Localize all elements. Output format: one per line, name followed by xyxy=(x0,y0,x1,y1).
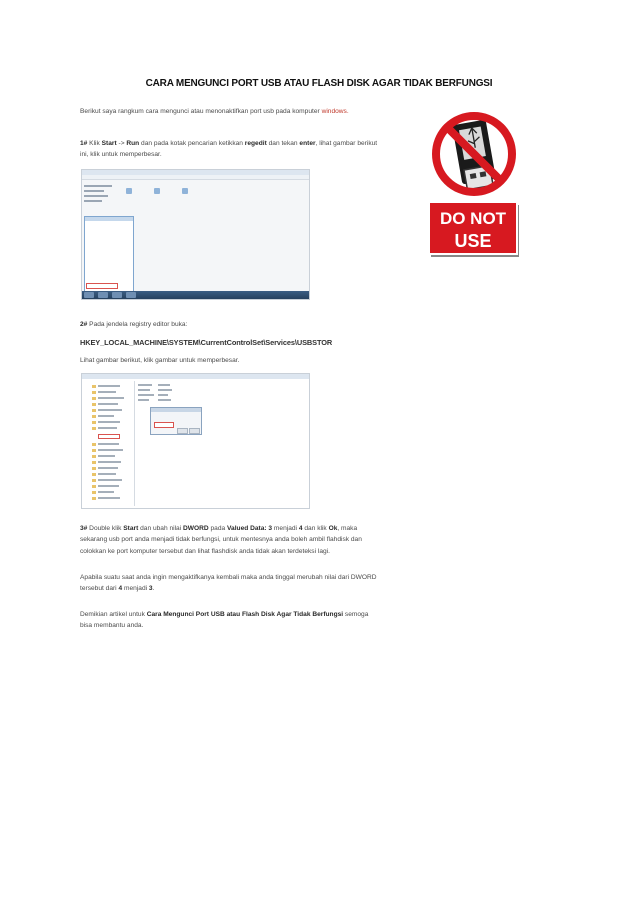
valued-data-keyword: Valued Data: 3 xyxy=(227,525,273,532)
cancel-button xyxy=(189,428,200,434)
value-four: 4 xyxy=(298,525,303,532)
step-1-text: dan tekan xyxy=(266,140,300,147)
closing-text: Demikian artikel untuk xyxy=(80,611,147,618)
page-title: CARA MENGUNCI PORT USB ATAU FLASH DISK AGAR TIDAK BERFUNGSI xyxy=(145,78,493,89)
see-image-note: Lihat gambar berikut, klik gambar untuk memperbesar. xyxy=(80,357,240,364)
start-keyword: Start xyxy=(101,140,117,147)
taskbar-app-icon xyxy=(126,292,136,298)
intro-paragraph xyxy=(80,106,378,117)
closing-text: semoga bisa membantu anda. xyxy=(80,611,369,630)
start-keyword: Start xyxy=(123,525,139,532)
step-3-text: pada xyxy=(208,525,228,532)
registry-tree xyxy=(84,381,135,506)
closing-paragraph xyxy=(80,609,378,632)
step-3-text: menjadi xyxy=(272,525,299,532)
taskbar xyxy=(82,291,309,299)
step-1-text: , lihat gambar berikut ini, klik untuk memperbesar. xyxy=(80,140,378,159)
step-3-paragraph xyxy=(80,523,378,557)
folder-icon xyxy=(182,188,188,194)
registry-editor-screenshot[interactable] xyxy=(81,373,310,509)
edit-dword-dialog xyxy=(150,407,202,435)
taskbar-app-icon xyxy=(112,292,122,298)
step-3-text: dan klik xyxy=(302,525,329,532)
value-data-field xyxy=(154,422,174,428)
start-orb-icon xyxy=(84,292,94,298)
step-3-text: dan ubah nilai xyxy=(138,525,184,532)
step-3-number: 3# xyxy=(80,525,88,532)
closing-bold-title: Cara Mengunci Port USB atau Flash Disk Agar Tidak Berfungsi xyxy=(146,611,344,618)
step-3-text: Double klik xyxy=(87,525,124,532)
step-2-number: 2# xyxy=(80,321,88,328)
enter-keyword: enter xyxy=(299,140,316,147)
value-four: 4 xyxy=(118,585,123,593)
step-1-paragraph xyxy=(80,138,378,161)
step-1-text: -> xyxy=(116,140,127,147)
windows-link[interactable]: windows. xyxy=(321,108,349,115)
restore-paragraph xyxy=(80,572,378,595)
folder-icon xyxy=(126,188,132,194)
value-three: 3 xyxy=(148,585,153,593)
taskbar-app-icon xyxy=(98,292,108,298)
step-1-text: Klik xyxy=(87,140,102,147)
window-titlebar xyxy=(82,374,309,379)
step-2-text: Pada jendela registry editor buka: xyxy=(87,321,188,328)
restore-text: . xyxy=(152,585,155,593)
ok-keyword: Ok xyxy=(328,525,338,532)
run-search-box xyxy=(86,283,118,289)
dword-keyword: DWORD xyxy=(183,525,209,532)
window-menubar xyxy=(82,175,309,180)
regedit-keyword: regedit xyxy=(244,140,267,147)
start-run-screenshot[interactable] xyxy=(81,169,310,300)
restore-text: menjadi xyxy=(122,585,149,593)
step-1-text: dan pada kotak pencarian ketikkan xyxy=(139,140,245,147)
intro-text: Berikut saya rangkum cara mengunci atau menonaktifkan port usb pada komputer xyxy=(80,108,320,115)
step-3-text: , maka sekarang usb port anda menjadi tidak berfungsi, untuk mentesnya anda boleh ambil flahdisk dan colokkan ke port komputer tersebut dan lihat flashdisk anda tidak akan terdeteksi lagi. xyxy=(80,525,362,555)
sign-line-2: USE xyxy=(454,231,492,251)
sign-line-1: DO NOT xyxy=(439,209,507,228)
restore-text: Apabila suatu saat anda ingin mengaktifkanya kembali maka anda tinggal merubah nilai dari DWORD tersebut dari xyxy=(80,574,377,593)
do-not-use-sign xyxy=(428,110,520,258)
folder-icon xyxy=(154,188,160,194)
step-1-number: 1# xyxy=(80,140,88,147)
window-sidebar xyxy=(84,182,124,208)
run-keyword: Run xyxy=(126,140,140,147)
registry-path: HKEY_LOCAL_MACHINE\SYSTEM\CurrentControlSet\Services\USBSTOR xyxy=(80,338,333,347)
do-not-use-plate xyxy=(429,202,519,257)
usbstor-highlight xyxy=(98,434,120,439)
ok-button xyxy=(177,428,188,434)
start-menu xyxy=(84,216,134,292)
step-2-paragraph xyxy=(80,319,378,330)
